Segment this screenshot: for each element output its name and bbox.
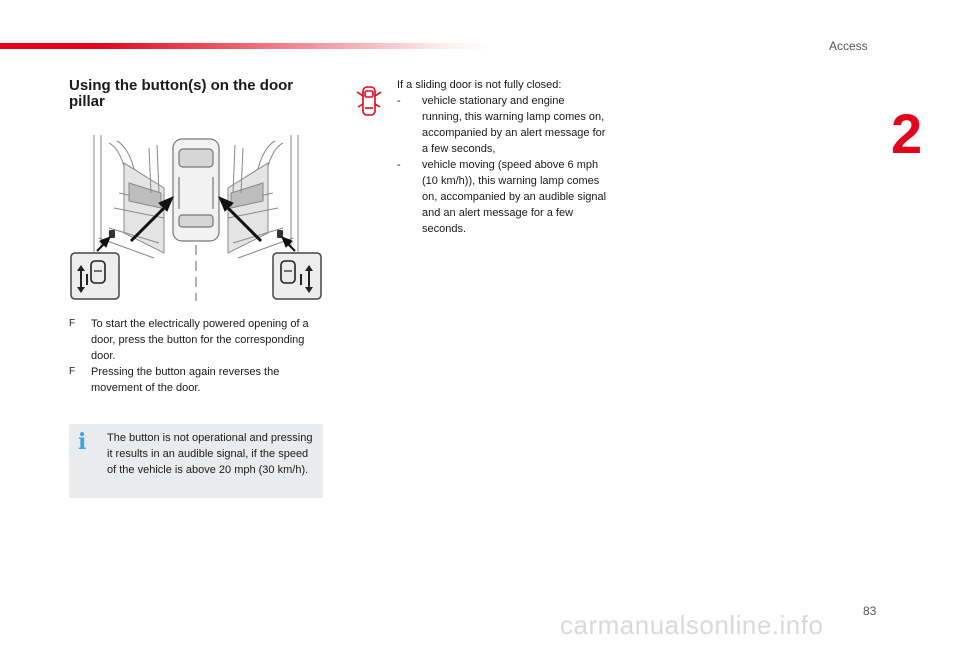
door-pillar-button-illustration — [69, 133, 323, 303]
section-heading: Using the button(s) on the door pillar — [69, 77, 294, 110]
bullet-text: To start the electrically powered opening of a door, press the button for the corresponding door. — [91, 318, 309, 362]
chapter-number: 2 — [891, 102, 923, 165]
info-box — [69, 424, 323, 498]
warning-intro: If a sliding door is not fully closed: — [397, 79, 562, 91]
bullet-marker: F — [69, 318, 76, 329]
vehicle-top-view — [173, 139, 219, 241]
info-text: The button is not operational and pressing it results in an audible signal, if the speed of the vehicle is above 20 mph (30 km/h). — [107, 432, 313, 476]
info-icon: i — [78, 429, 87, 455]
bullet-marker: F — [69, 366, 76, 377]
warning-description — [397, 77, 607, 237]
section-title: Access — [829, 39, 868, 53]
list-item — [69, 364, 319, 396]
bullet-text: Pressing the button again reverses the movement of the door. — [91, 366, 280, 394]
right-door-button-callout — [273, 253, 321, 299]
left-door-button-callout — [71, 253, 119, 299]
dash-marker: - — [397, 159, 401, 171]
sliding-door-open-warning-icon — [355, 82, 383, 120]
dash-marker: - — [397, 95, 401, 107]
page-number: 83 — [863, 604, 877, 618]
dash-text: vehicle stationary and engine running, this warning lamp comes on, accompanied by an alert message for a few seconds, — [422, 95, 606, 155]
header-accent-bar — [0, 43, 490, 49]
instruction-list — [69, 316, 319, 396]
dash-text: vehicle moving (speed above 6 mph (10 km/h)), this warning lamp comes on, accompanied by an audible signal and an alert message for a few seconds. — [422, 159, 607, 235]
list-item — [397, 157, 607, 237]
list-item — [397, 93, 607, 157]
watermark: carmanualsonline.info — [560, 610, 824, 640]
list-item — [69, 316, 319, 364]
